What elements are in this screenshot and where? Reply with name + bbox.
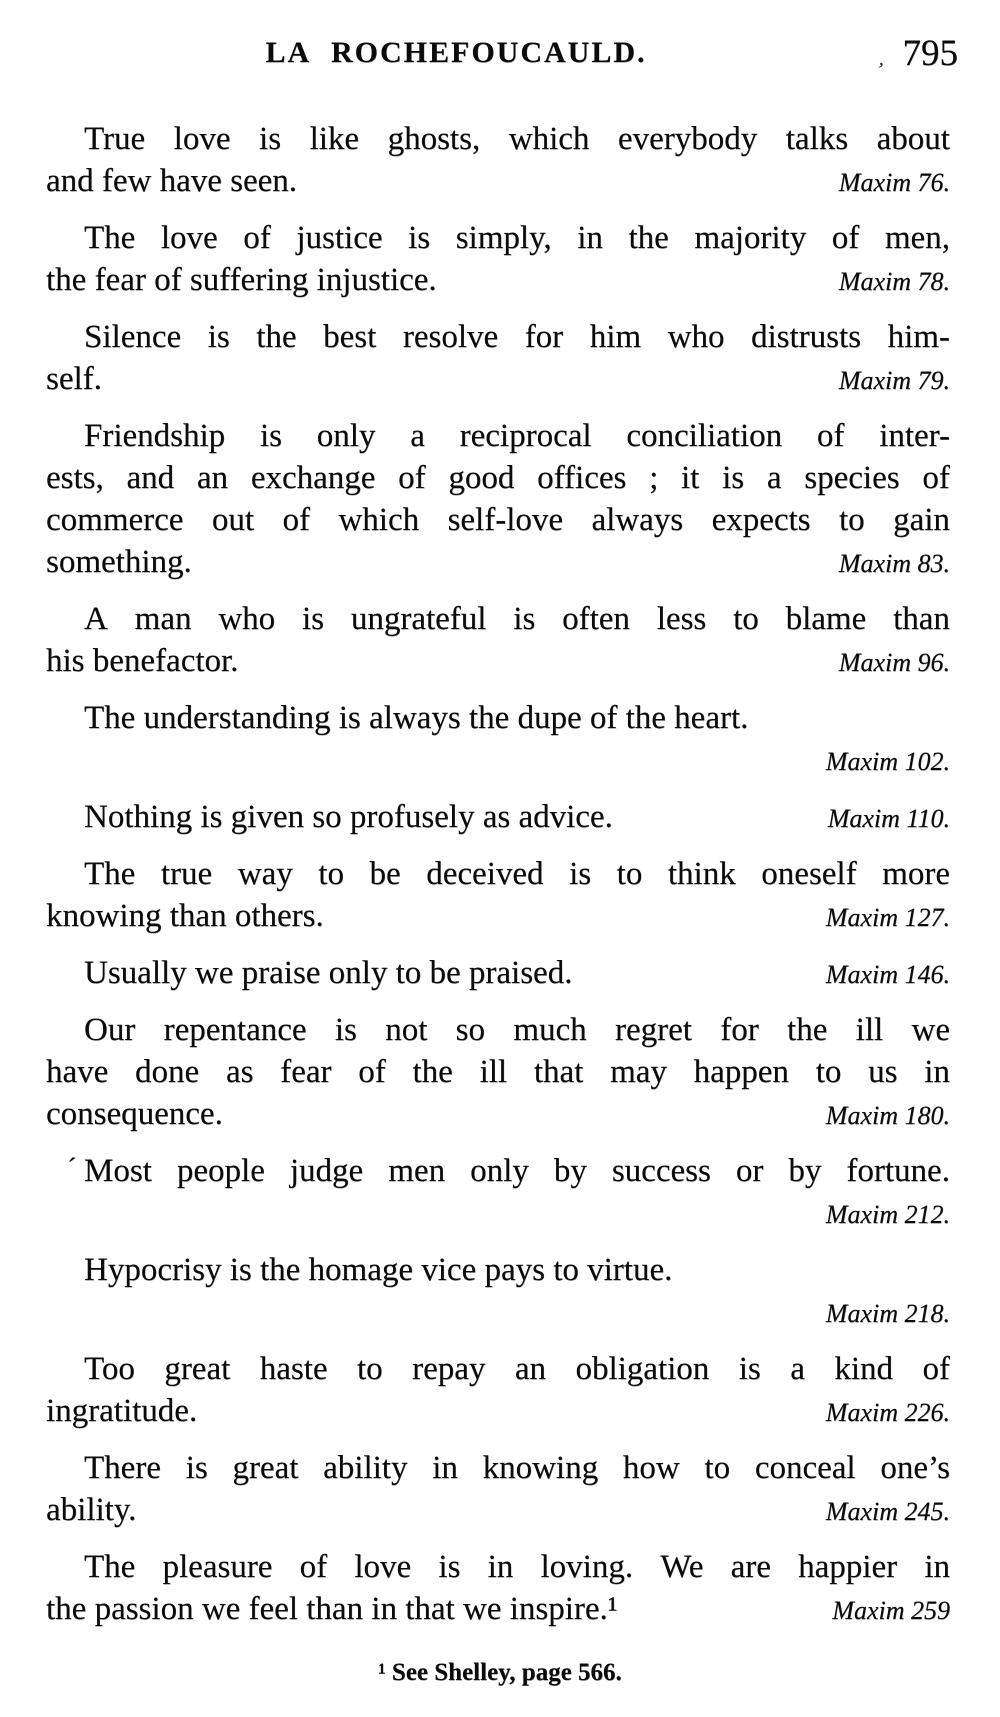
word: justice bbox=[296, 220, 383, 256]
word: inter- bbox=[879, 418, 950, 454]
word: us bbox=[868, 1054, 898, 1090]
maxim-attribution: Maxim 110. bbox=[827, 804, 950, 833]
word: is bbox=[722, 460, 745, 496]
maxim-line bbox=[46, 796, 950, 840]
word: the bbox=[412, 1054, 453, 1090]
word: less bbox=[656, 601, 707, 637]
maxim bbox=[46, 118, 950, 204]
word: the bbox=[787, 1012, 828, 1048]
maxim-line bbox=[46, 1150, 950, 1192]
word: to bbox=[318, 856, 344, 892]
word: about bbox=[876, 121, 950, 157]
maxim bbox=[46, 796, 950, 840]
word: ungrateful bbox=[350, 601, 487, 637]
word: ability bbox=[323, 1450, 408, 1486]
footnote: ¹ See Shelley, page 566. bbox=[378, 1659, 622, 1686]
word: conceal bbox=[754, 1450, 856, 1486]
word: much bbox=[513, 1012, 587, 1048]
word: only bbox=[470, 1153, 529, 1189]
word: love bbox=[173, 121, 231, 157]
word: great bbox=[232, 1450, 299, 1486]
word: regret bbox=[614, 1012, 692, 1048]
word: haste bbox=[259, 1351, 328, 1387]
word: offices bbox=[537, 460, 627, 496]
word: gain bbox=[893, 502, 950, 538]
word: for bbox=[720, 1012, 759, 1048]
word: is bbox=[185, 1450, 208, 1486]
word: good bbox=[448, 460, 515, 496]
running-header bbox=[0, 33, 1000, 74]
maxims bbox=[0, 72, 1000, 1632]
word: which bbox=[508, 121, 590, 157]
word: man bbox=[134, 601, 192, 637]
word: people bbox=[176, 1153, 265, 1189]
maxim-line bbox=[46, 1348, 950, 1390]
maxim-attribution: Maxim 76. bbox=[838, 168, 950, 197]
word: like bbox=[309, 121, 360, 157]
word: think bbox=[667, 856, 736, 892]
word: only bbox=[316, 418, 376, 454]
maxim-text: and few have seen. bbox=[46, 163, 298, 199]
word: him- bbox=[887, 319, 950, 355]
word: more bbox=[882, 856, 950, 892]
maxim-attribution-row bbox=[46, 1291, 950, 1335]
word: the bbox=[256, 319, 297, 355]
maxim-attribution: Maxim 78. bbox=[838, 267, 950, 296]
word: everybody bbox=[617, 121, 758, 157]
maxim bbox=[46, 1348, 950, 1434]
maxim-attribution: Maxim 245. bbox=[825, 1497, 950, 1526]
word: is bbox=[207, 319, 230, 355]
maxim-attribution: Maxim 102. bbox=[825, 747, 950, 776]
maxim-attribution: Maxim 127. bbox=[825, 903, 950, 932]
maxim-attribution-row bbox=[46, 1192, 950, 1236]
maxim bbox=[46, 853, 950, 939]
maxim-line bbox=[46, 598, 950, 640]
maxim-attribution-row bbox=[46, 739, 950, 783]
maxim-line bbox=[46, 541, 950, 585]
word: by bbox=[553, 1153, 587, 1189]
maxim bbox=[46, 415, 950, 585]
word: we bbox=[911, 1012, 950, 1048]
word: True bbox=[84, 121, 146, 157]
word: conciliation bbox=[626, 418, 783, 454]
maxim-line bbox=[46, 952, 950, 996]
word: by bbox=[788, 1153, 822, 1189]
word: The bbox=[84, 1549, 136, 1585]
word: a bbox=[790, 1351, 805, 1387]
word: as bbox=[225, 1054, 254, 1090]
word: oneself bbox=[761, 856, 857, 892]
word: repay bbox=[412, 1351, 486, 1387]
word: one’s bbox=[880, 1450, 950, 1486]
maxim-line bbox=[46, 1093, 950, 1137]
word: done bbox=[135, 1054, 200, 1090]
maxim-attribution: Maxim 96. bbox=[838, 648, 950, 677]
maxim-line bbox=[46, 1390, 950, 1434]
word: it bbox=[681, 460, 700, 496]
word: success bbox=[611, 1153, 711, 1189]
maxim bbox=[46, 1150, 950, 1236]
word: of bbox=[922, 460, 950, 496]
maxim-line bbox=[46, 1588, 950, 1632]
word: Silence bbox=[84, 319, 182, 355]
scan-speck: , bbox=[877, 47, 888, 71]
maxim bbox=[46, 1447, 950, 1533]
maxim-line bbox=[46, 358, 950, 402]
word: often bbox=[562, 601, 630, 637]
maxim-line bbox=[46, 160, 950, 204]
maxim bbox=[46, 952, 950, 996]
word: obligation bbox=[575, 1351, 710, 1387]
maxim-line bbox=[46, 1009, 950, 1051]
maxim-text: knowing than others. bbox=[46, 898, 324, 934]
maxim-attribution: Maxim 79. bbox=[838, 366, 950, 395]
word: reciprocal bbox=[459, 418, 592, 454]
word: self-love bbox=[447, 502, 564, 538]
maxim-attribution: Maxim 212. bbox=[825, 1200, 950, 1229]
word: to bbox=[616, 856, 643, 892]
word: of bbox=[299, 1549, 328, 1585]
word: Too bbox=[84, 1351, 135, 1387]
word: happen bbox=[693, 1054, 789, 1090]
word: have bbox=[46, 1054, 109, 1090]
maxim-line bbox=[46, 457, 950, 499]
header-title: LA ROCHEFOUCAULD. bbox=[265, 36, 647, 69]
scan-mark: ´ bbox=[66, 1153, 75, 1182]
word: how bbox=[622, 1450, 680, 1486]
word: than bbox=[893, 601, 950, 637]
word: is bbox=[259, 418, 282, 454]
word: distrusts bbox=[751, 319, 862, 355]
word: not bbox=[385, 1012, 428, 1048]
word: The bbox=[84, 856, 136, 892]
word: ill bbox=[479, 1054, 508, 1090]
word: to bbox=[815, 1054, 842, 1090]
maxim bbox=[46, 316, 950, 402]
maxim-line bbox=[46, 640, 950, 684]
maxim-line bbox=[46, 1447, 950, 1489]
word: to bbox=[704, 1450, 731, 1486]
word: is bbox=[334, 1012, 357, 1048]
maxim-line bbox=[46, 1489, 950, 1533]
word: love bbox=[160, 220, 218, 256]
word: loving. bbox=[540, 1549, 634, 1585]
word: in bbox=[577, 220, 603, 256]
maxim-line: The understanding is always the dupe of the heart. bbox=[84, 700, 749, 736]
word: of bbox=[243, 220, 271, 256]
word: true bbox=[160, 856, 213, 892]
word: an bbox=[514, 1351, 547, 1387]
word: ghosts, bbox=[387, 121, 481, 157]
maxim-line: Hypocrisy is the homage vice pays to virtue. bbox=[84, 1252, 673, 1288]
maxim-line bbox=[46, 853, 950, 895]
maxim-attribution: Maxim 226. bbox=[825, 1398, 950, 1427]
word: is bbox=[259, 121, 282, 157]
word: for bbox=[524, 319, 564, 355]
word: a bbox=[410, 418, 425, 454]
maxim bbox=[46, 1249, 950, 1335]
word: of bbox=[398, 460, 426, 496]
word: of bbox=[358, 1054, 386, 1090]
word: in bbox=[924, 1054, 950, 1090]
maxim bbox=[46, 217, 950, 303]
maxim-line bbox=[46, 118, 950, 160]
word: pleasure bbox=[162, 1549, 273, 1585]
word: who bbox=[218, 601, 276, 637]
word: is bbox=[438, 1549, 461, 1585]
word: which bbox=[338, 502, 420, 538]
word: and bbox=[126, 460, 175, 496]
word: knowing bbox=[482, 1450, 599, 1486]
word: Friendship bbox=[84, 418, 226, 454]
word: expects bbox=[711, 502, 811, 538]
page-number-group bbox=[877, 32, 959, 75]
word: ill bbox=[855, 1012, 884, 1048]
maxim-text: his benefactor. bbox=[46, 643, 239, 679]
word: of bbox=[282, 502, 310, 538]
word: to bbox=[356, 1351, 383, 1387]
word: repentance bbox=[163, 1012, 307, 1048]
word: ; bbox=[649, 460, 659, 496]
word: so bbox=[455, 1012, 486, 1048]
maxim-text: Nothing is given so profusely as advice. bbox=[84, 799, 613, 835]
word: are bbox=[730, 1549, 771, 1585]
word: is bbox=[569, 856, 592, 892]
maxim bbox=[46, 697, 950, 783]
maxim-text: the passion we feel than in that we inspire.¹ bbox=[46, 1591, 618, 1627]
maxim-attribution: Maxim 218. bbox=[825, 1299, 950, 1328]
word: in bbox=[487, 1549, 514, 1585]
word: in bbox=[924, 1549, 950, 1585]
word: is bbox=[513, 601, 536, 637]
word: always bbox=[591, 502, 684, 538]
word: majority bbox=[694, 220, 807, 256]
word: be bbox=[369, 856, 401, 892]
word: resolve bbox=[402, 319, 499, 355]
maxim-attribution: Maxim 259 bbox=[832, 1596, 950, 1625]
word: ests, bbox=[46, 460, 104, 496]
maxim bbox=[46, 1546, 950, 1632]
word: exchange bbox=[250, 460, 376, 496]
word: the bbox=[628, 220, 669, 256]
word: There bbox=[84, 1450, 161, 1486]
word: simply, bbox=[455, 220, 552, 256]
word: happier bbox=[798, 1549, 898, 1585]
maxim-line bbox=[46, 1546, 950, 1588]
word: of bbox=[922, 1351, 950, 1387]
maxim-attribution: Maxim 180. bbox=[825, 1101, 950, 1130]
maxim-text: consequence. bbox=[46, 1096, 223, 1132]
word: men bbox=[388, 1153, 446, 1189]
word: is bbox=[738, 1351, 761, 1387]
maxim-line bbox=[46, 415, 950, 457]
word: is bbox=[408, 220, 431, 256]
page-number: 795 bbox=[902, 33, 958, 74]
maxim-text: something. bbox=[46, 544, 192, 580]
word: We bbox=[660, 1549, 704, 1585]
maxim-text: self. bbox=[46, 361, 102, 397]
maxim-line bbox=[46, 217, 950, 259]
word: A bbox=[84, 601, 108, 637]
maxim-line bbox=[46, 259, 950, 303]
word: love bbox=[354, 1549, 412, 1585]
word: great bbox=[164, 1351, 231, 1387]
word: or bbox=[735, 1153, 764, 1189]
word: who bbox=[667, 319, 725, 355]
maxim-text: ingratitude. bbox=[46, 1393, 198, 1429]
word: Our bbox=[84, 1012, 136, 1048]
maxim bbox=[46, 1009, 950, 1137]
word: Most bbox=[84, 1153, 152, 1189]
word: to bbox=[838, 502, 865, 538]
word: species bbox=[804, 460, 900, 496]
maxim-line bbox=[46, 316, 950, 358]
maxim-line bbox=[46, 499, 950, 541]
maxim-text: the fear of suffering injustice. bbox=[46, 262, 437, 298]
word: fear bbox=[280, 1054, 332, 1090]
word: a bbox=[766, 460, 782, 496]
word: that bbox=[533, 1054, 584, 1090]
maxim bbox=[46, 598, 950, 684]
word: men, bbox=[884, 220, 950, 256]
word: talks bbox=[785, 121, 849, 157]
word: deceived bbox=[426, 856, 544, 892]
word: way bbox=[237, 856, 293, 892]
word: of bbox=[831, 220, 860, 256]
maxim-attribution: Maxim 146. bbox=[825, 960, 950, 989]
word: in bbox=[432, 1450, 458, 1486]
word: an bbox=[196, 460, 229, 496]
word: blame bbox=[785, 601, 867, 637]
maxim-attribution: Maxim 83. bbox=[838, 549, 950, 578]
maxim-line bbox=[46, 1051, 950, 1093]
word: may bbox=[610, 1054, 667, 1090]
word: judge bbox=[289, 1153, 364, 1189]
word: is bbox=[302, 601, 325, 637]
word: to bbox=[733, 601, 759, 637]
maxim-text: ability. bbox=[46, 1492, 137, 1528]
word: of bbox=[816, 418, 845, 454]
word: The bbox=[84, 220, 136, 256]
word: out bbox=[211, 502, 255, 538]
word: fortune. bbox=[846, 1153, 950, 1189]
word: best bbox=[323, 319, 377, 355]
word: him bbox=[589, 319, 642, 355]
maxim-line bbox=[46, 895, 950, 939]
word: commerce bbox=[46, 502, 184, 538]
maxim-text: Usually we praise only to be praised. bbox=[84, 955, 573, 991]
word: kind bbox=[834, 1351, 893, 1387]
